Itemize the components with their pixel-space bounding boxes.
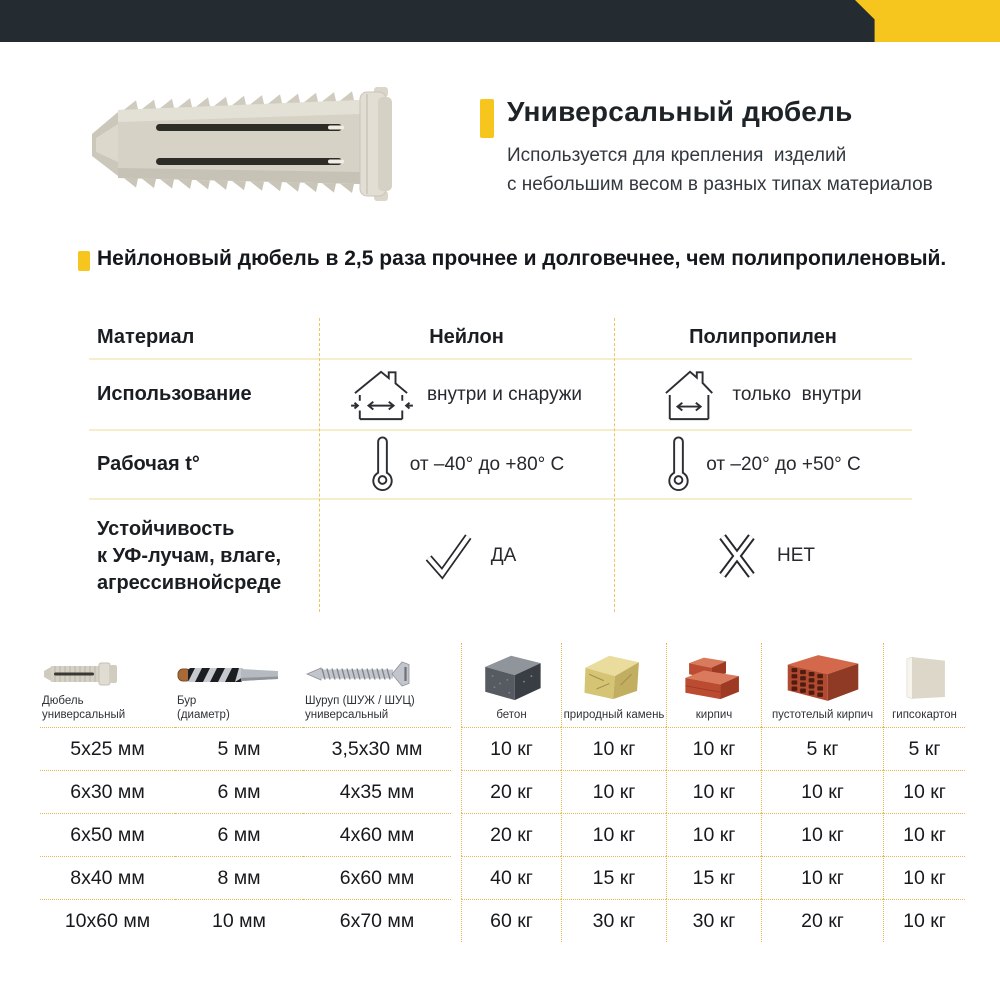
load-cell: 5 кг bbox=[883, 727, 965, 770]
load-cell: 60 кг bbox=[461, 899, 561, 942]
thermometer-icon bbox=[665, 435, 692, 495]
size-cell: 6x50 мм bbox=[40, 813, 175, 856]
temp-nylon-value: от –40° до +80° С bbox=[409, 453, 565, 475]
spacer bbox=[451, 899, 461, 942]
load-cell: 10 кг bbox=[561, 813, 666, 856]
temp-poly-cell bbox=[614, 429, 912, 498]
row-label-temperature: Рабочая t° bbox=[89, 429, 319, 498]
size-cell: 6 мм bbox=[175, 770, 303, 813]
col-header-material: Материал bbox=[97, 325, 195, 348]
load-cell: 20 кг bbox=[461, 770, 561, 813]
load-cell: 20 кг bbox=[761, 899, 883, 942]
size-cell: 4x60 мм bbox=[303, 813, 451, 856]
resistance-nylon-cell bbox=[319, 498, 614, 612]
size-cell: 8 мм bbox=[175, 856, 303, 899]
column-divider-dashed bbox=[319, 318, 320, 612]
size-col-header-drill bbox=[175, 643, 303, 727]
house-arrows-in-out-icon bbox=[351, 367, 413, 423]
size-cell: 5 мм bbox=[175, 727, 303, 770]
load-cell: 5 кг bbox=[761, 727, 883, 770]
claim-text: Нейлоновый дюбель в 2,5 раза прочнее и долговечнее, чем полипропиленовый. bbox=[97, 247, 947, 270]
page-title: Универсальный дюбель bbox=[507, 96, 853, 127]
size-col-label: кирпич bbox=[695, 709, 733, 721]
load-cell: 10 кг bbox=[561, 770, 666, 813]
usage-poly-cell bbox=[614, 358, 912, 429]
size-load-table bbox=[40, 643, 965, 942]
size-col-header-screw bbox=[303, 643, 451, 727]
size-col-header-brick bbox=[666, 643, 761, 727]
brick-image bbox=[678, 651, 750, 703]
resistance-poly-cell bbox=[614, 498, 912, 612]
spacer bbox=[451, 643, 461, 727]
load-cell: 20 кг bbox=[461, 813, 561, 856]
load-cell: 10 кг bbox=[666, 813, 761, 856]
size-col-label: пустотелый кирпич bbox=[771, 709, 874, 721]
size-cell: 3,5x30 мм bbox=[303, 727, 451, 770]
comparison-table bbox=[89, 316, 912, 616]
load-cell: 10 кг bbox=[761, 813, 883, 856]
spacer bbox=[451, 770, 461, 813]
drywall-image bbox=[896, 651, 954, 703]
load-cell: 10 кг bbox=[883, 856, 965, 899]
house-arrows-in-icon bbox=[664, 367, 718, 423]
product-description bbox=[507, 141, 933, 199]
drill-bit-image bbox=[177, 661, 281, 689]
size-cell: 6x70 мм bbox=[303, 899, 451, 942]
description-line-2: с небольшим весом в разных типах материалов bbox=[507, 174, 933, 195]
temp-nylon-cell bbox=[319, 429, 614, 498]
size-col-header-concrete bbox=[461, 643, 561, 727]
usage-poly-value: только внутри bbox=[732, 383, 862, 405]
load-cell: 30 кг bbox=[666, 899, 761, 942]
row-label-resistance bbox=[89, 498, 319, 612]
dowel-thumb-image bbox=[42, 659, 120, 689]
resistance-poly-value: НЕТ bbox=[777, 545, 815, 566]
temp-poly-value: от –20° до +50° С bbox=[706, 453, 861, 475]
usage-nylon-value: внутри и снаружи bbox=[426, 383, 583, 405]
claim-accent-square bbox=[78, 251, 90, 271]
size-col-label: Бур bbox=[177, 695, 197, 707]
concrete-block-image bbox=[476, 651, 548, 703]
load-cell: 10 кг bbox=[666, 770, 761, 813]
size-cell: 4x35 мм bbox=[303, 770, 451, 813]
size-col-label: универсальный bbox=[305, 709, 389, 721]
thermometer-icon bbox=[369, 435, 396, 495]
size-cell: 6x60 мм bbox=[303, 856, 451, 899]
size-cell: 6 мм bbox=[175, 813, 303, 856]
size-col-header-drywall bbox=[883, 643, 965, 727]
size-cell: 10 мм bbox=[175, 899, 303, 942]
size-col-label: гипсокартон bbox=[892, 709, 957, 721]
cross-outline-icon bbox=[711, 526, 763, 586]
size-cell: 6x30 мм bbox=[40, 770, 175, 813]
load-cell: 10 кг bbox=[761, 770, 883, 813]
load-cell: 10 кг bbox=[883, 899, 965, 942]
load-cell: 10 кг bbox=[883, 813, 965, 856]
size-col-label: универсальный bbox=[42, 709, 126, 721]
size-col-label: (диаметр) bbox=[177, 709, 230, 721]
resistance-nylon-value: ДА bbox=[490, 545, 517, 566]
top-bar bbox=[0, 0, 1000, 42]
load-cell: 10 кг bbox=[883, 770, 965, 813]
spacer bbox=[451, 856, 461, 899]
col-header-nylon: Нейлон bbox=[429, 325, 504, 348]
screw-image bbox=[305, 659, 415, 689]
size-cell: 8x40 мм bbox=[40, 856, 175, 899]
load-cell: 10 кг bbox=[461, 727, 561, 770]
column-divider-dashed bbox=[614, 318, 615, 612]
load-cell: 15 кг bbox=[561, 856, 666, 899]
load-cell: 30 кг bbox=[561, 899, 666, 942]
col-header-polypropylene: Полипропилен bbox=[689, 325, 837, 348]
title-accent-bar bbox=[480, 99, 494, 138]
check-outline-icon bbox=[417, 526, 477, 586]
yellow-corner-shape bbox=[855, 0, 1000, 42]
natural-stone-image bbox=[578, 651, 650, 703]
resistance-label-line3: агрессивнойсреде bbox=[97, 571, 282, 594]
size-col-label: бетон bbox=[496, 709, 527, 721]
size-cell: 5x25 мм bbox=[40, 727, 175, 770]
spacer bbox=[451, 813, 461, 856]
size-col-header-dowel bbox=[40, 643, 175, 727]
size-col-header-hollow-brick bbox=[761, 643, 883, 727]
load-cell: 15 кг bbox=[666, 856, 761, 899]
dowel-product-image bbox=[78, 84, 430, 204]
size-col-label: природный камень bbox=[563, 709, 665, 721]
load-cell: 40 кг bbox=[461, 856, 561, 899]
usage-nylon-cell bbox=[319, 358, 614, 429]
spacer bbox=[451, 727, 461, 770]
row-label-usage: Использование bbox=[89, 358, 319, 429]
size-cell: 10x60 мм bbox=[40, 899, 175, 942]
load-cell: 10 кг bbox=[666, 727, 761, 770]
hollow-brick-image bbox=[782, 651, 864, 703]
load-cell: 10 кг bbox=[561, 727, 666, 770]
description-line-1: Используется для крепления изделий bbox=[507, 145, 847, 166]
load-cell: 10 кг bbox=[761, 856, 883, 899]
resistance-label-line2: к УФ-лучам, влаге, bbox=[97, 544, 282, 567]
size-col-header-stone bbox=[561, 643, 666, 727]
resistance-label-line1: Устойчивость bbox=[97, 517, 235, 540]
size-col-label: Дюбель bbox=[42, 695, 84, 707]
size-col-label: Шуруп (ШУЖ / ШУЦ) bbox=[305, 695, 415, 707]
